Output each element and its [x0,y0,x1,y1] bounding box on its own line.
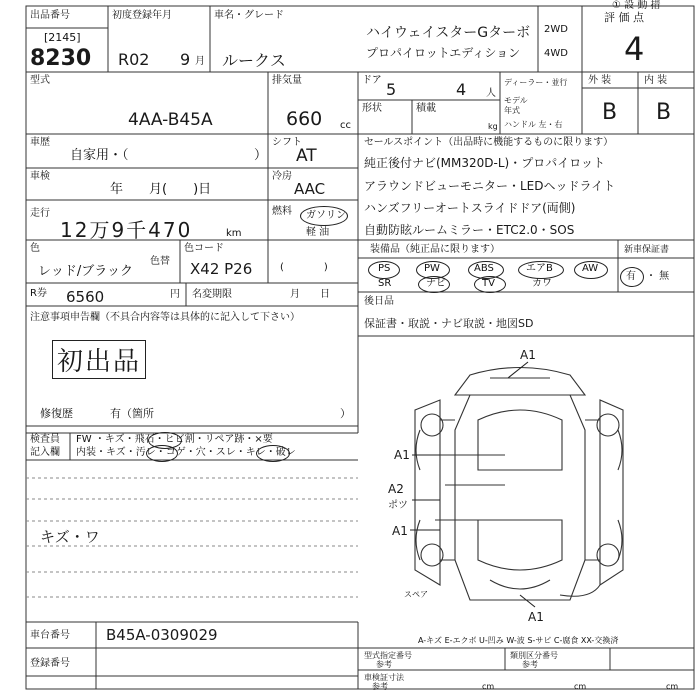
capacity-label: 積載 [416,103,436,114]
recycle-value: 6560 [66,288,105,306]
recycle-label: R券 [30,288,47,299]
damage-legend: A-キズ E-エクボ U-凹み W-波 S-サビ C-腐食 XX-交換済 [418,636,619,645]
mark-left-dent: ポツ [388,500,408,511]
expiry-label: 名変期限 [192,289,232,300]
first-reg-era: R02 [118,50,150,69]
mark-left-rear: A1 [392,524,408,538]
lot-label: 出品番号 [30,10,70,21]
aftersale-title: 後日品 [364,296,394,307]
color-value: レッド/ブラック [38,264,133,279]
sales-line-4: 自動防眩ルームミラー・ETC2.0・SOS [364,223,575,237]
color-code-label: 色コード [184,243,224,254]
ac-label: 冷房 [272,171,292,182]
model-desig-ref: 参考 [376,660,392,669]
shift-label: シフト [272,137,302,148]
doors-label: ドア [362,75,382,86]
score-value: 4 [624,30,645,68]
circle-ps [368,261,400,279]
ext-grade: B [602,100,618,125]
sales-line-3: ハンズフリーオートスライドドア(両側) [364,201,576,215]
grade-line1: ハイウェイスターGターボ [366,25,531,41]
ext-label: 外 装 [588,75,612,86]
lot-number: 8230 [30,46,92,71]
sales-line-1: 純正後付ナビ(MM320D-L)・プロパイロット [364,156,605,170]
score-label: 評 価 点 [604,11,644,24]
ac-value: AAC [294,180,326,198]
dims-cm-1: cm [482,682,495,691]
circle-navi [418,276,450,293]
color-code: X42 P26 [190,260,253,278]
model-value: 4AA-B45A [128,110,213,130]
int-label: 内 装 [644,75,668,86]
inspection-label: 車検 [30,171,50,182]
top-note: ① 設 動 措 [612,0,661,11]
color-label: 色 [30,243,40,254]
equip-navi: ナビ [426,278,446,289]
equip-abs: ABS [474,263,494,274]
seats-unit: 人 [486,88,496,99]
first-reg-label: 初度登録年月 [112,10,172,21]
dealer-label: ディーラー・並行 [504,78,568,87]
expiry-value: 月 日 [290,289,330,300]
equip-sr: SR [378,278,392,289]
circle-warranty [620,267,644,287]
repair-label: 修復歴 [40,407,73,420]
inspector-handwritten: キズ・ワ [40,528,100,546]
mark-front: A1 [520,348,536,362]
warranty-no: ・ 無 [646,271,670,282]
mark-rear: A1 [528,610,544,624]
fuel-gas-circle [300,206,348,226]
inspector-row-2: 内装・キズ・汚レ・コゲ・穴・スレ・キレ・破レ [76,447,296,458]
first-reg-month: 9 [180,50,191,69]
recycle-yen: 円 [170,289,180,300]
sales-line-2: アラウンドビューモニター・LEDヘッドライト [364,179,616,193]
displacement-value: 660 [286,108,323,130]
model-desig-label: 型式指定番号 [364,651,412,660]
warranty-yes: 有 [626,271,636,282]
circle-aw [574,261,608,279]
mileage-label: 走行 [30,208,50,219]
inspector-label-1: 検査員 [30,434,60,445]
car-diagram [415,368,623,601]
name-label: 車名・グレード [214,10,284,21]
history-value: 自家用・（ [70,148,129,163]
category-label: 類別区分番号 [510,651,558,660]
fuel-gas: ガソリン [306,210,346,221]
model-year-label: モデル年式 [504,96,528,115]
equip-pw: PW [424,263,440,274]
repair-close: ） [340,407,351,420]
handle-label: ハンドル 左・右 [504,120,563,129]
drive-2wd: 2WD [544,24,568,35]
equip-ps: PS [378,263,391,274]
notes-title: 注意事項申告欄（不具合内容等は具体的に記入して下さい） [30,312,300,323]
month-unit: 月 [195,56,205,67]
equip-aw: AW [582,263,599,274]
dims-cm-3: cm [666,682,679,691]
car-name: ルークス [222,51,286,70]
doors-value: 5 [386,80,397,99]
chassis-label: 車台番号 [30,630,70,641]
warranty-label: 新車保証書 [624,245,670,255]
history-label: 車歴 [30,137,50,148]
chassis-value: B45A-0309029 [106,626,218,644]
equip-leather: カワ [532,278,552,289]
reg-label: 登録番号 [30,658,70,669]
fuel-diesel: 軽 油 [306,227,330,238]
sales-title: セールスポイント（出品時に機能するものに限ります） [364,137,614,148]
circle-stain [146,445,178,462]
lot-sub: [2145] [44,31,81,44]
circle-airbag [518,261,564,279]
repaint-label: 色替 [150,256,170,267]
equip-tv: TV [482,278,495,289]
displacement-unit: cc [340,120,351,131]
equipment-title: 装備品（純正品に限ります） [370,244,500,255]
mileage-value: 12万9千470 [60,218,193,242]
int-grade: B [656,100,672,125]
category-ref: 参考 [522,660,538,669]
mark-left-front: A1 [394,448,410,462]
dims-label: 車検証寸法 [364,673,404,682]
capacity-unit: kg [488,122,498,131]
displacement-label: 排気量 [272,75,302,86]
drive-4wd: 4WD [544,48,568,59]
model-label: 型式 [30,75,50,86]
spare-label: スペア [404,590,428,599]
shift-value: AT [296,146,317,166]
mark-left-mid: A2 [388,482,404,496]
grade-line2: プロパイロットエディション [366,46,521,60]
mileage-unit: km [226,228,242,239]
dims-ref: 参考 [372,682,388,691]
inspection-value: 年 月( )日 [110,182,212,197]
circle-wear [256,445,290,462]
shape-label: 形状 [362,103,382,114]
dims-cm-2: cm [574,682,587,691]
aftersale-value: 保証書・取説・ナビ取説・地図SD [364,317,534,330]
first-listing-stamp: 初出品 [52,340,146,379]
history-close: ） [254,148,268,163]
fuel-paren: ( ) [280,262,328,273]
inspector-label-2: 記入欄 [30,447,60,458]
fuel-label: 燃料 [272,206,292,217]
inspector-row-1: FW ・キズ・飛石・ヒビ割・リペア跡・×要 [76,434,273,445]
circle-tv [474,276,506,293]
equip-airbag: エアB [526,263,553,274]
repair-value: 有（箇所 [110,407,154,420]
seats-value: 4 [456,80,467,99]
